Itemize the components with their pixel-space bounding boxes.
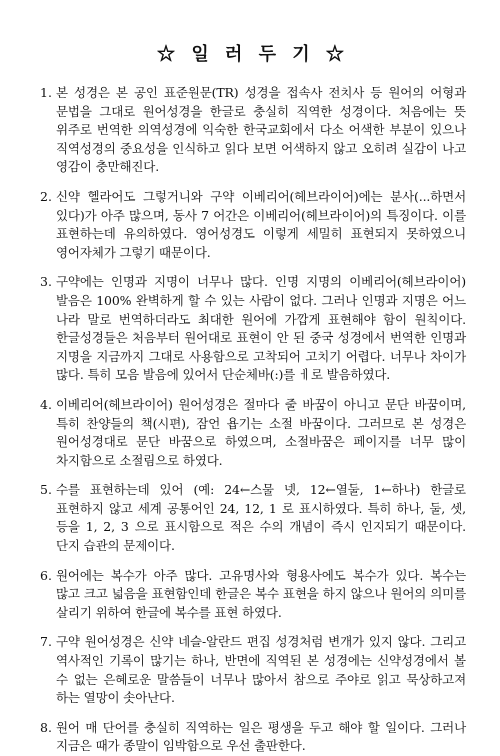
item-text: 신약 헬라어도 그렇거니와 구약 이베리어(헤브라이어)에는 분사(...하면서 있다)가 아주 많으며, 동사 7 어간은 이베리어(헤브라이어)의 특징이다. 이를 표현하는데 유의하였다. 영어성경도 이렇게 세밀히 표현되지 못하였으니 영어자체가 그렇기 때문이다.: [56, 188, 466, 260]
list-item: [40, 481, 466, 555]
page-title: ☆ 일 러 두 기 ☆: [157, 44, 349, 65]
item-text: 본 성경은 본 공인 표준원문(TR) 성경을 접속사 전치사 등 원어의 어형과 문법을 그대로 원어성경을 한글로 충실히 직역한 성경이다. 처음에는 뜻 위주로 번역한 의역성경에 익숙한 한국교회에서 다소 어색한 부분이 있으나 직역성경의 중요성을 인식하고 읽다 보면 어색하지 않고 오히려 실감이 나고 영감이 충만해진다.: [56, 85, 466, 175]
item-number: 8.: [40, 719, 52, 735]
item-number: 4.: [40, 396, 52, 412]
list-item: [40, 273, 466, 385]
list-item: [40, 84, 466, 177]
notes-list: [40, 84, 466, 756]
item-number: 5.: [40, 482, 52, 498]
item-number: 7.: [40, 634, 52, 650]
item-number: 1.: [40, 85, 52, 100]
item-text: 구약에는 인명과 지명이 너무나 많다. 인명 지명의 이베리어(헤브라이어) 발음은 100% 완벽하게 할 수 있는 사람이 없다. 그러나 인명과 지명은 어느 나라 말로 번역하더라도 최대한 원어에 가깝게 표현해야 함이 원칙이다. 한글성경들은 처음부터 원어대로 표현이 안 된 중국 성경에서 번역한 인명과 지명을 지금까지 그대로 사용함으로 고착되어 고치기 어렵다. 너무나 차이가 많다. 특히 모음 발음에 있어서 단순체바(:)를 ㅔ로 발음하였다.: [56, 274, 466, 383]
item-text: 이베리어(헤브라이어) 원어성경은 절마다 줄 바꿈이 아니고 문단 바꿈이며, 특히 찬양들의 책(시편), 잠언 욥기는 소절 바꿈이다. 그러므로 본 성경은 원어성경대로 문단 바꿈으로 하였으며, 소절바꿈은 페이지를 너무 많이 차지함으로 소절림으로 하였다.: [56, 396, 466, 468]
list-item: [40, 188, 466, 262]
item-number: 2.: [40, 188, 52, 204]
list-item: [40, 396, 466, 470]
list-item: [40, 633, 466, 707]
item-number: 6.: [40, 567, 52, 583]
item-text: 원어에는 복수가 아주 많다. 고유명사와 형용사에도 복수가 있다. 복수는 많고 크고 넓음을 표현함인데 한글은 복수 표현을 하지 않으나 원어의 의미를 살리기 위하여 한글에 복수를 표현 하였다.: [56, 567, 466, 620]
item-text: 수를 표현하는데 있어 (예: 24←스물 넷, 12←열둘, 1←하나) 한글로 표현하지 않고 세계 공통어인 24, 12, 1 로 표시하였다. 특히 하나, 둘, 셋, 등을 1, 2, 3 으로 표시함으로 적은 수의 개념이 즉시 인지되기 때문이다. 단지 습관의 문제이다.: [56, 482, 466, 554]
item-text: 구약 원어성경은 신약 네슬-알란드 편집 성경처럼 변개가 있지 않다. 그리고 역사적인 기록이 많기는 하나, 반면에 직역된 본 성경에는 신약성경에서 볼 수 없는 은혜로운 말씀들이 너무나 많아서 참으로 주야로 읽고 묵상하고져 하는 열망이 솟아난다.: [56, 634, 466, 706]
item-number: 3.: [40, 274, 52, 290]
list-item: [40, 567, 466, 623]
list-item: [40, 719, 466, 756]
item-text: 원어 매 단어를 충실히 직역하는 일은 평생을 두고 해야 할 일이다. 그러나 지금은 때가 종말이 임박함으로 우선 출판한다.: [56, 719, 466, 754]
